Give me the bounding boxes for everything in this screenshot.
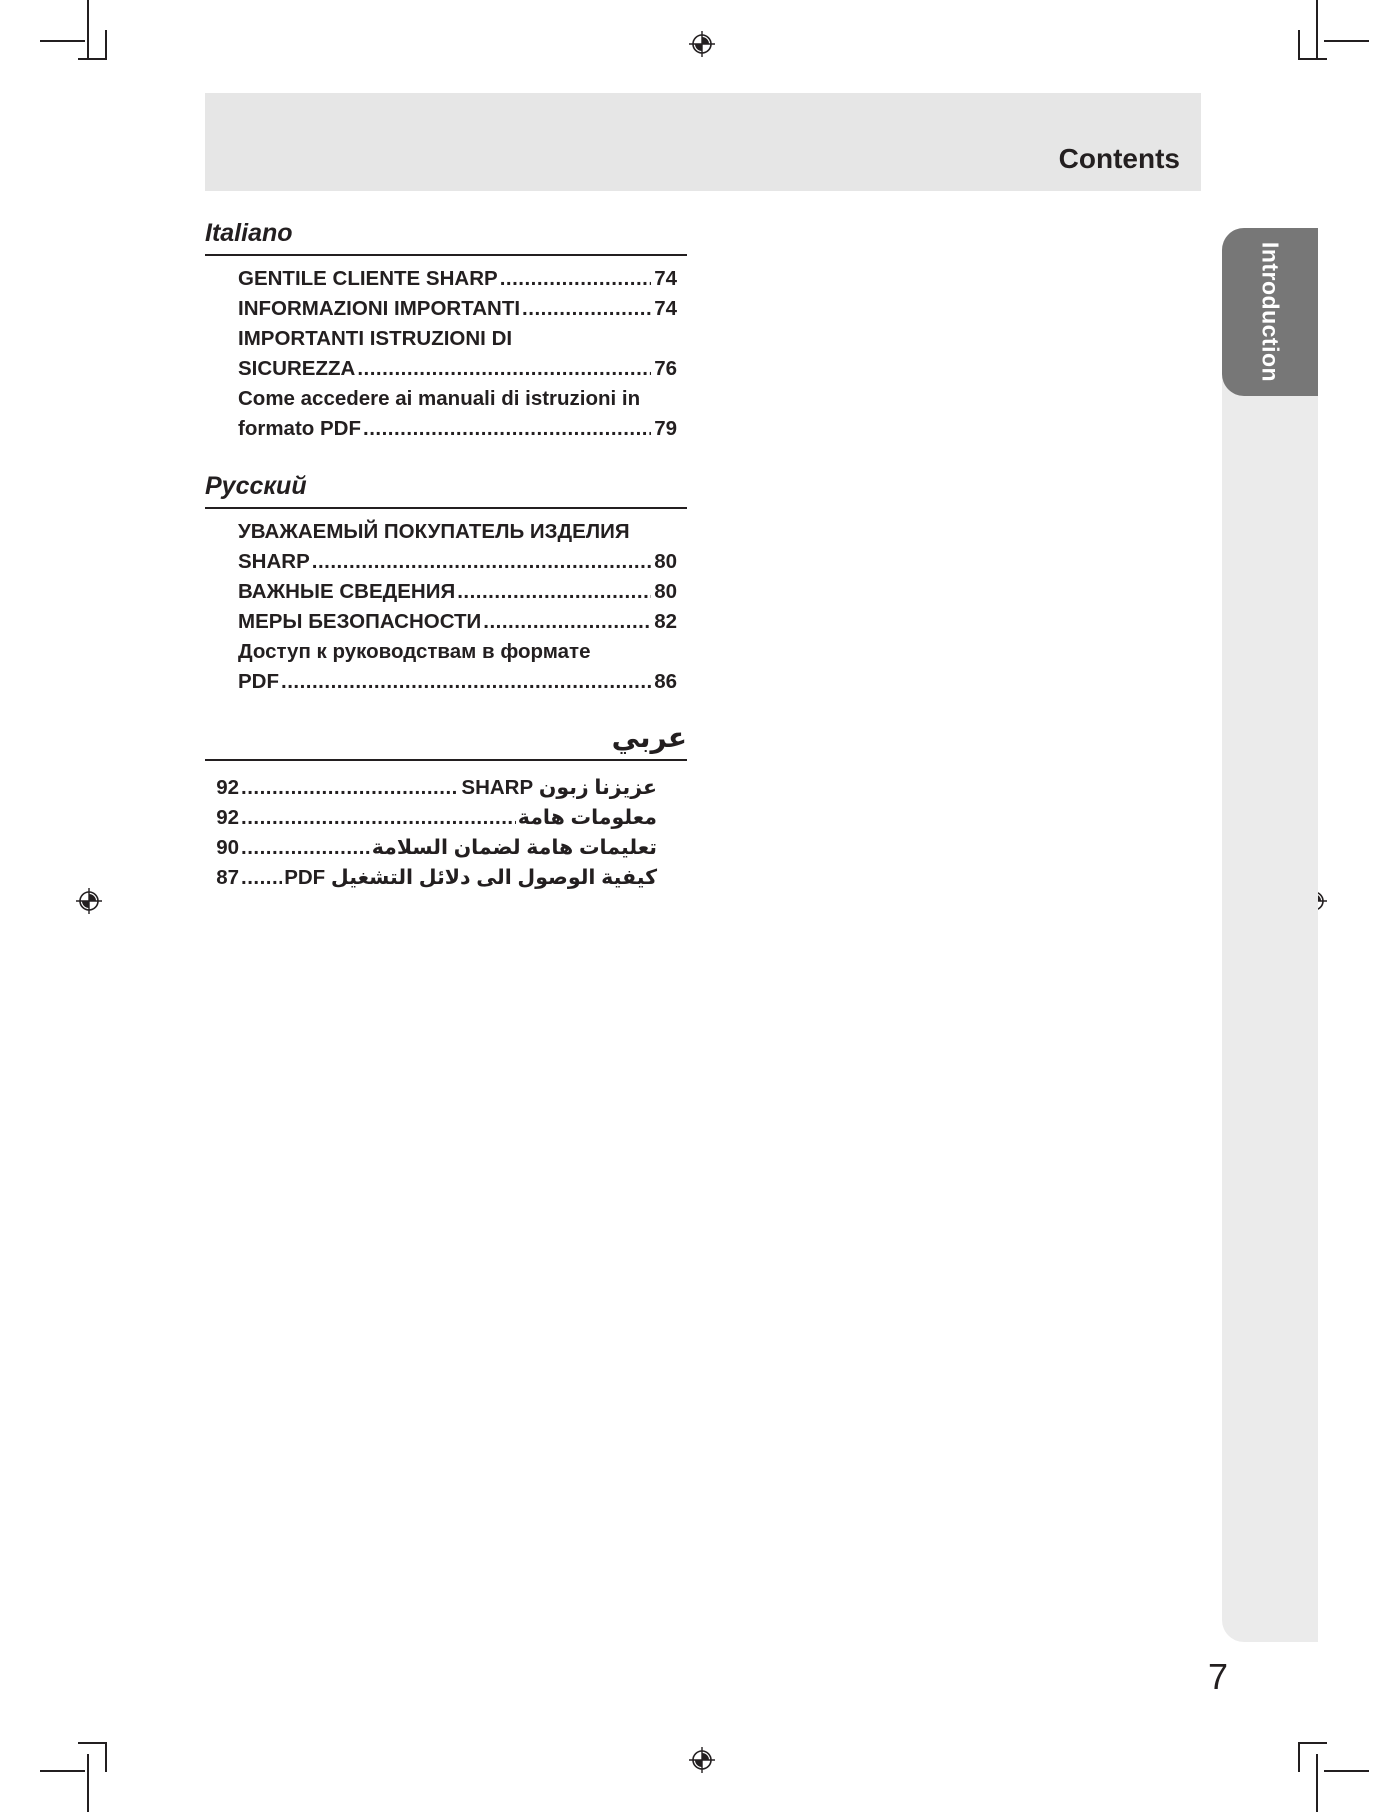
entry-text-line1: IMPORTANTI ISTRUZIONI DI: [238, 327, 513, 350]
toc-list: [205, 761, 687, 893]
page-title: Contents: [1058, 143, 1180, 174]
crop-mark: [1298, 30, 1300, 60]
page-number: 7: [1208, 1656, 1229, 1697]
crop-mark: [1298, 58, 1327, 60]
entry-text-line1: УВАЖАЕМЫЙ ПОКУПАТЕЛЬ ИЗДЕЛИЯ: [238, 520, 630, 543]
entry-text: SHARP: [238, 550, 310, 573]
registration-mark-icon: [689, 1747, 715, 1773]
side-tab-label: Introduction: [1257, 241, 1284, 383]
toc-entry[interactable]: [238, 637, 677, 697]
toc-entry[interactable]: [238, 324, 677, 384]
crop-mark: [1316, 0, 1318, 58]
crop-mark: [105, 30, 107, 60]
side-tab-introduction: [1222, 228, 1318, 396]
entry-page: 80: [654, 550, 677, 573]
toc-section-arabic: [205, 722, 687, 893]
entry-page: 76: [654, 357, 677, 380]
toc-entry[interactable]: [238, 264, 677, 294]
entry-text: МЕРЫ БЕЗОПАСНОСТИ: [238, 610, 482, 633]
dot-leader: [363, 414, 651, 444]
entry-text-line1: Доступ к руководствам в формате: [238, 640, 591, 663]
entry-page: 87: [216, 866, 239, 889]
dot-leader: [483, 607, 651, 637]
dot-leader: [281, 667, 651, 697]
dot-leader: [241, 773, 459, 803]
entry-page: 82: [654, 610, 677, 633]
toc-entry[interactable]: [215, 803, 657, 833]
toc-list: [205, 509, 677, 697]
entry-text: GENTILE CLIENTE SHARP: [238, 267, 498, 290]
side-tab-track: [1222, 228, 1318, 1642]
toc-entry[interactable]: [238, 384, 677, 444]
crop-mark: [40, 1770, 85, 1772]
dot-leader: [241, 803, 516, 833]
entry-text: ВАЖНЫЕ СВЕДЕНИЯ: [238, 580, 456, 603]
header-band: [205, 93, 1201, 191]
dot-leader: [457, 577, 651, 607]
crop-mark: [78, 58, 107, 60]
toc-entry[interactable]: [238, 607, 677, 637]
section-title: Italiano: [205, 217, 687, 256]
entry-text: معلومات هامة: [517, 806, 657, 829]
entry-page: 79: [654, 417, 677, 440]
entry-page: 80: [654, 580, 677, 603]
entry-text: تعليمات هامة لضمان السلامة: [371, 836, 657, 859]
entry-text: PDF: [238, 670, 279, 693]
section-title: عربي: [205, 722, 687, 761]
crop-mark: [1298, 1742, 1300, 1772]
entry-text: عزيزنا زبون SHARP: [461, 776, 657, 799]
entry-text: formato PDF: [238, 417, 361, 440]
entry-page: 74: [654, 267, 677, 290]
crop-mark: [87, 1754, 89, 1812]
toc-entry[interactable]: [215, 773, 657, 803]
toc-section-italiano: [205, 217, 687, 444]
toc-entry[interactable]: [238, 294, 677, 324]
entry-page: 90: [216, 836, 239, 859]
toc-entry[interactable]: [215, 863, 657, 893]
crop-mark: [1324, 1770, 1369, 1772]
entry-text: كيفية الوصول الى دلائل التشغيل PDF: [284, 866, 657, 889]
crop-mark: [1298, 1742, 1327, 1744]
toc-entry[interactable]: [238, 517, 677, 577]
crop-mark: [78, 1742, 107, 1744]
toc-entry[interactable]: [238, 577, 677, 607]
crop-mark: [87, 0, 89, 58]
toc-entry[interactable]: [215, 833, 657, 863]
crop-mark: [1316, 1754, 1318, 1812]
dot-leader: [500, 264, 651, 294]
crop-mark: [1324, 40, 1369, 42]
dot-leader: [522, 294, 651, 324]
registration-mark-icon: [76, 888, 102, 914]
entry-text-line1: Come accedere ai manuali di istruzioni in: [238, 387, 641, 410]
entry-text: INFORMAZIONI IMPORTANTI: [238, 297, 521, 320]
dot-leader: [241, 863, 282, 893]
entry-page: 92: [216, 806, 239, 829]
entry-page: 86: [654, 670, 677, 693]
crop-mark: [105, 1742, 107, 1772]
entry-page: 74: [654, 297, 677, 320]
registration-mark-icon: [689, 31, 715, 57]
entry-text: SICUREZZA: [238, 357, 356, 380]
dot-leader: [241, 833, 370, 863]
dot-leader: [357, 354, 651, 384]
section-title: Русский: [205, 470, 687, 509]
crop-mark: [40, 40, 85, 42]
toc-section-russian: [205, 470, 687, 697]
entry-page: 92: [216, 776, 239, 799]
dot-leader: [312, 547, 651, 577]
toc-list: [205, 256, 677, 444]
